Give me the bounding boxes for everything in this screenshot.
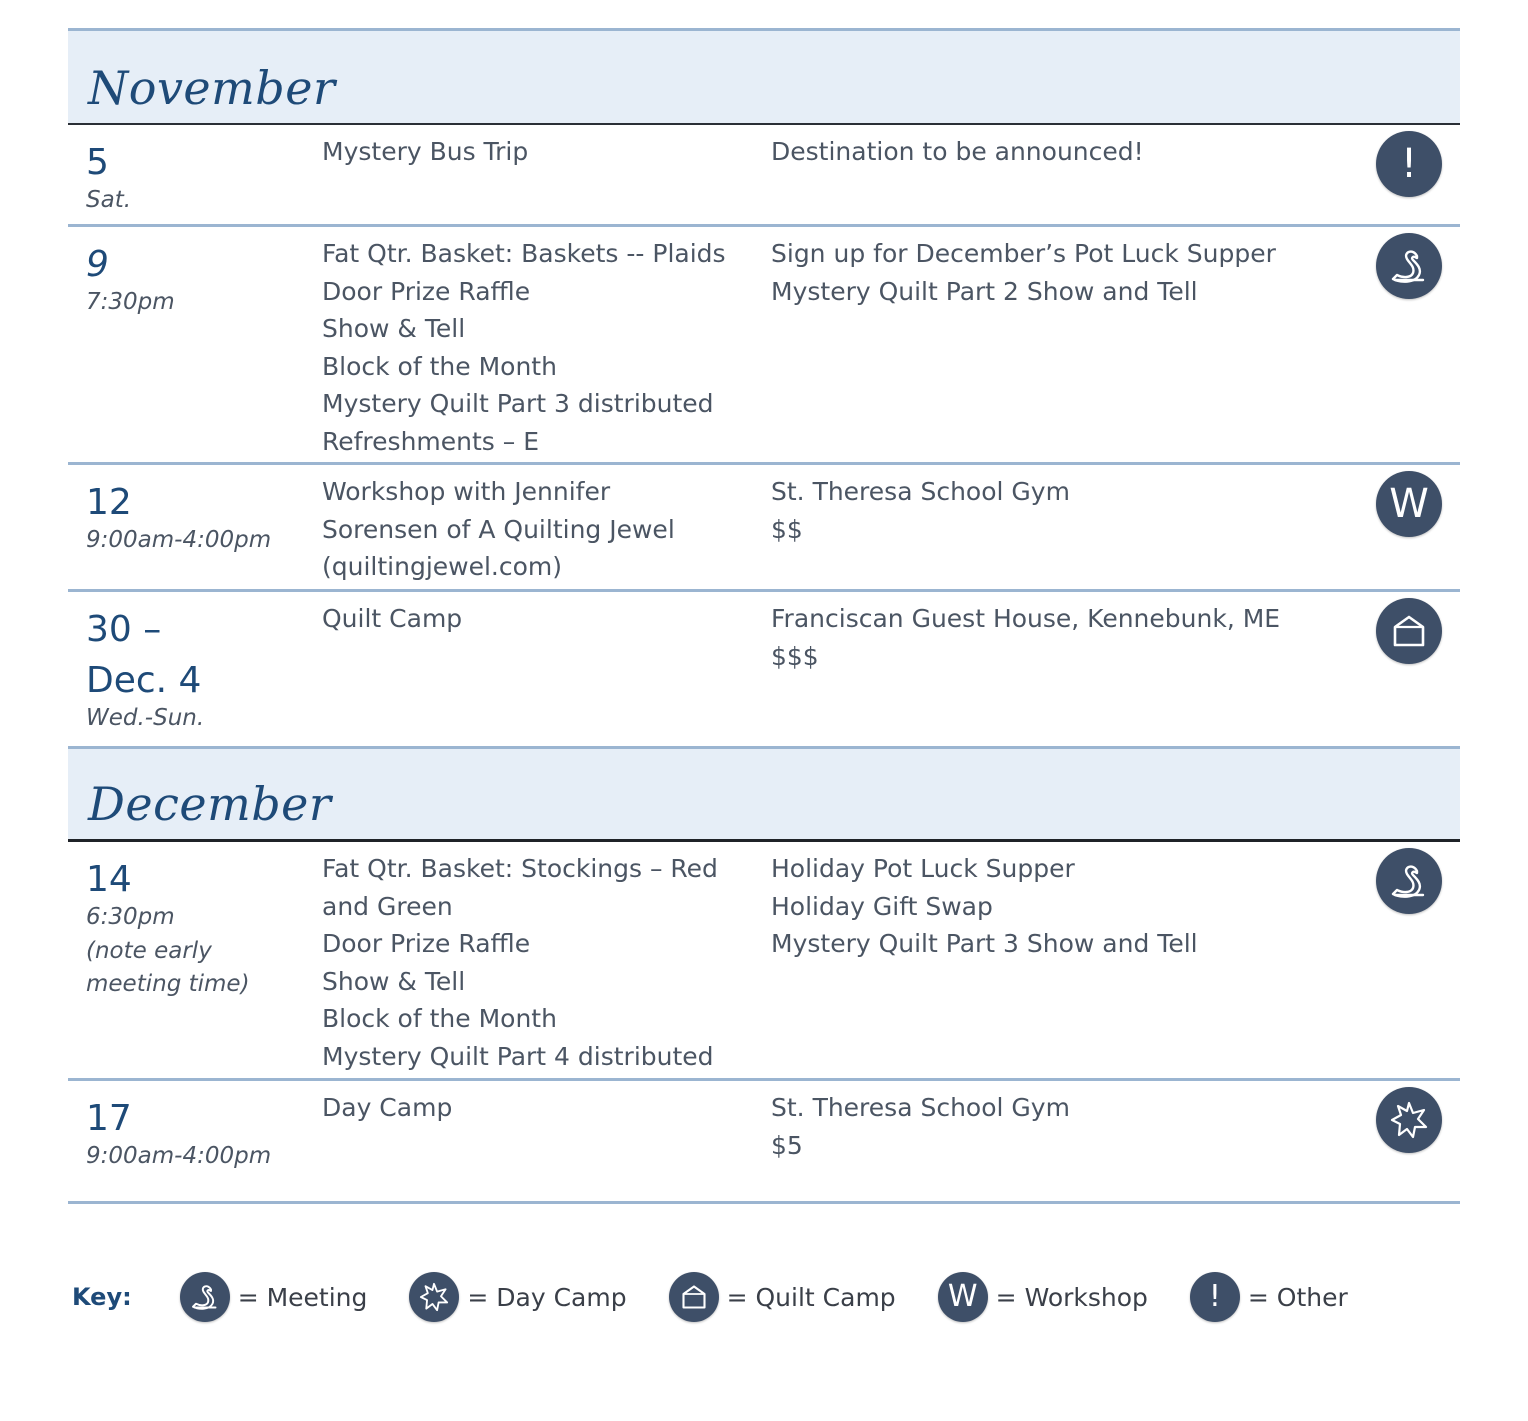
detail-line: Holiday Gift Swap xyxy=(771,891,993,921)
key-text: = Other xyxy=(1247,1282,1348,1312)
event-activities xyxy=(322,133,742,171)
event-activities xyxy=(322,235,742,460)
legend-key xyxy=(72,1270,1390,1324)
detail-line: $$$ xyxy=(771,641,819,671)
workshop-w-icon: W xyxy=(1376,471,1442,537)
event-type-icon xyxy=(1376,1087,1442,1153)
event-details xyxy=(771,1089,1351,1164)
key-item-meeting xyxy=(180,1272,368,1322)
activity-line: Door Prize Raffle xyxy=(322,929,531,958)
event-activities xyxy=(322,850,742,1075)
event-row xyxy=(68,842,1460,1081)
key-label: Key: xyxy=(72,1283,132,1311)
event-type-icon xyxy=(1376,233,1442,299)
house-icon xyxy=(1376,598,1442,664)
event-details xyxy=(771,850,1351,963)
activity-line: Quilt Camp xyxy=(322,604,463,633)
event-type-icon xyxy=(1376,131,1442,197)
activity-line: Workshop with Jennifer xyxy=(322,477,611,506)
activity-line: Fat Qtr. Basket: Stockings – Red xyxy=(322,854,718,883)
month-header-december xyxy=(68,749,1460,839)
event-row xyxy=(68,465,1460,592)
exclamation-icon: ! xyxy=(1376,131,1442,197)
event-row xyxy=(68,125,1460,227)
activity-line: Show & Tell xyxy=(322,966,466,996)
day-number: 14 xyxy=(86,859,132,900)
swan-icon xyxy=(1376,848,1442,914)
month-title: November xyxy=(88,61,336,115)
activity-line: Fat Qtr. Basket: Baskets -- Plaids xyxy=(322,239,726,268)
event-activities xyxy=(322,473,742,586)
event-date xyxy=(86,1097,306,1174)
event-details xyxy=(771,473,1351,548)
activity-line: Sorensen of A Quilting Jewel xyxy=(322,514,675,544)
event-details xyxy=(771,133,1351,171)
month-header-november xyxy=(68,28,1460,123)
key-text: = Day Camp xyxy=(467,1282,627,1312)
activity-line: Refreshments – E xyxy=(322,426,540,456)
month-title: December xyxy=(88,777,332,831)
activity-line: Mystery Quilt Part 3 distributed xyxy=(322,389,714,418)
day-number: 5 xyxy=(86,142,109,183)
activity-line: Mystery Quilt Part 4 distributed xyxy=(322,1041,714,1071)
key-item-workshop xyxy=(938,1272,1148,1322)
detail-line: Franciscan Guest House, Kennebunk, ME xyxy=(771,604,1281,633)
swan-icon xyxy=(1376,233,1442,299)
event-date xyxy=(86,141,306,218)
event-row xyxy=(68,227,1460,465)
key-text: = Workshop xyxy=(995,1282,1148,1312)
event-time: 7:30pm xyxy=(86,289,175,316)
event-date xyxy=(86,481,306,558)
activity-line: Block of the Month xyxy=(322,1004,557,1033)
event-note: meeting time) xyxy=(86,970,250,997)
event-type-icon xyxy=(1376,471,1442,537)
event-date xyxy=(86,243,306,320)
event-time: 9:00am-4:00pm xyxy=(86,1143,272,1170)
star-icon xyxy=(409,1272,459,1322)
event-activities xyxy=(322,1089,742,1127)
event-time: Wed.-Sun. xyxy=(86,705,205,732)
event-type-icon xyxy=(1376,848,1442,914)
event-date xyxy=(86,608,306,736)
detail-line: St. Theresa School Gym xyxy=(771,1093,1070,1122)
key-text: = Meeting xyxy=(237,1282,368,1312)
event-details xyxy=(771,235,1351,310)
day-number: 9 xyxy=(86,244,109,285)
workshop-w-icon: W xyxy=(938,1272,988,1322)
exclamation-icon: ! xyxy=(1190,1272,1240,1322)
day-number-end: Dec. 4 xyxy=(86,660,202,702)
key-text: = Quilt Camp xyxy=(726,1282,896,1312)
detail-line: $5 xyxy=(771,1130,803,1160)
event-type-icon xyxy=(1376,598,1442,664)
day-number: 17 xyxy=(86,1098,132,1139)
activity-line: Day Camp xyxy=(322,1093,453,1122)
star-icon xyxy=(1376,1087,1442,1153)
activity-line: Show & Tell xyxy=(322,314,466,343)
detail-line: Mystery Quilt Part 2 Show and Tell xyxy=(771,276,1198,306)
key-item-day-camp xyxy=(409,1272,626,1322)
detail-line: Destination to be announced! xyxy=(771,137,1144,166)
activity-line: Door Prize Raffle xyxy=(322,276,531,306)
event-details xyxy=(771,600,1351,675)
key-item-quilt-camp xyxy=(669,1272,896,1322)
event-row xyxy=(68,1081,1460,1204)
activity-line: Block of the Month xyxy=(322,351,557,381)
event-activities xyxy=(322,600,742,638)
event-row xyxy=(68,592,1460,749)
calendar-page xyxy=(68,28,1460,1204)
detail-line: $$ xyxy=(771,514,803,544)
event-time: 9:00am-4:00pm xyxy=(86,527,272,554)
event-note: (note early xyxy=(86,937,212,964)
event-date xyxy=(86,858,306,1001)
event-time: 6:30pm xyxy=(86,904,175,931)
activity-line: (quiltingjewel.com) xyxy=(322,552,563,581)
swan-icon xyxy=(180,1272,230,1322)
detail-line: Holiday Pot Luck Supper xyxy=(771,854,1075,883)
activity-line: and Green xyxy=(322,891,453,921)
event-time: Sat. xyxy=(86,187,132,214)
activity-line: Mystery Bus Trip xyxy=(322,137,529,166)
day-number: 30 – xyxy=(86,609,162,650)
day-number: 12 xyxy=(86,482,132,523)
detail-line: Mystery Quilt Part 3 Show and Tell xyxy=(771,929,1198,958)
detail-line: Sign up for December’s Pot Luck Supper xyxy=(771,239,1276,268)
detail-line: St. Theresa School Gym xyxy=(771,477,1070,506)
house-icon xyxy=(669,1272,719,1322)
key-item-other xyxy=(1190,1272,1348,1322)
